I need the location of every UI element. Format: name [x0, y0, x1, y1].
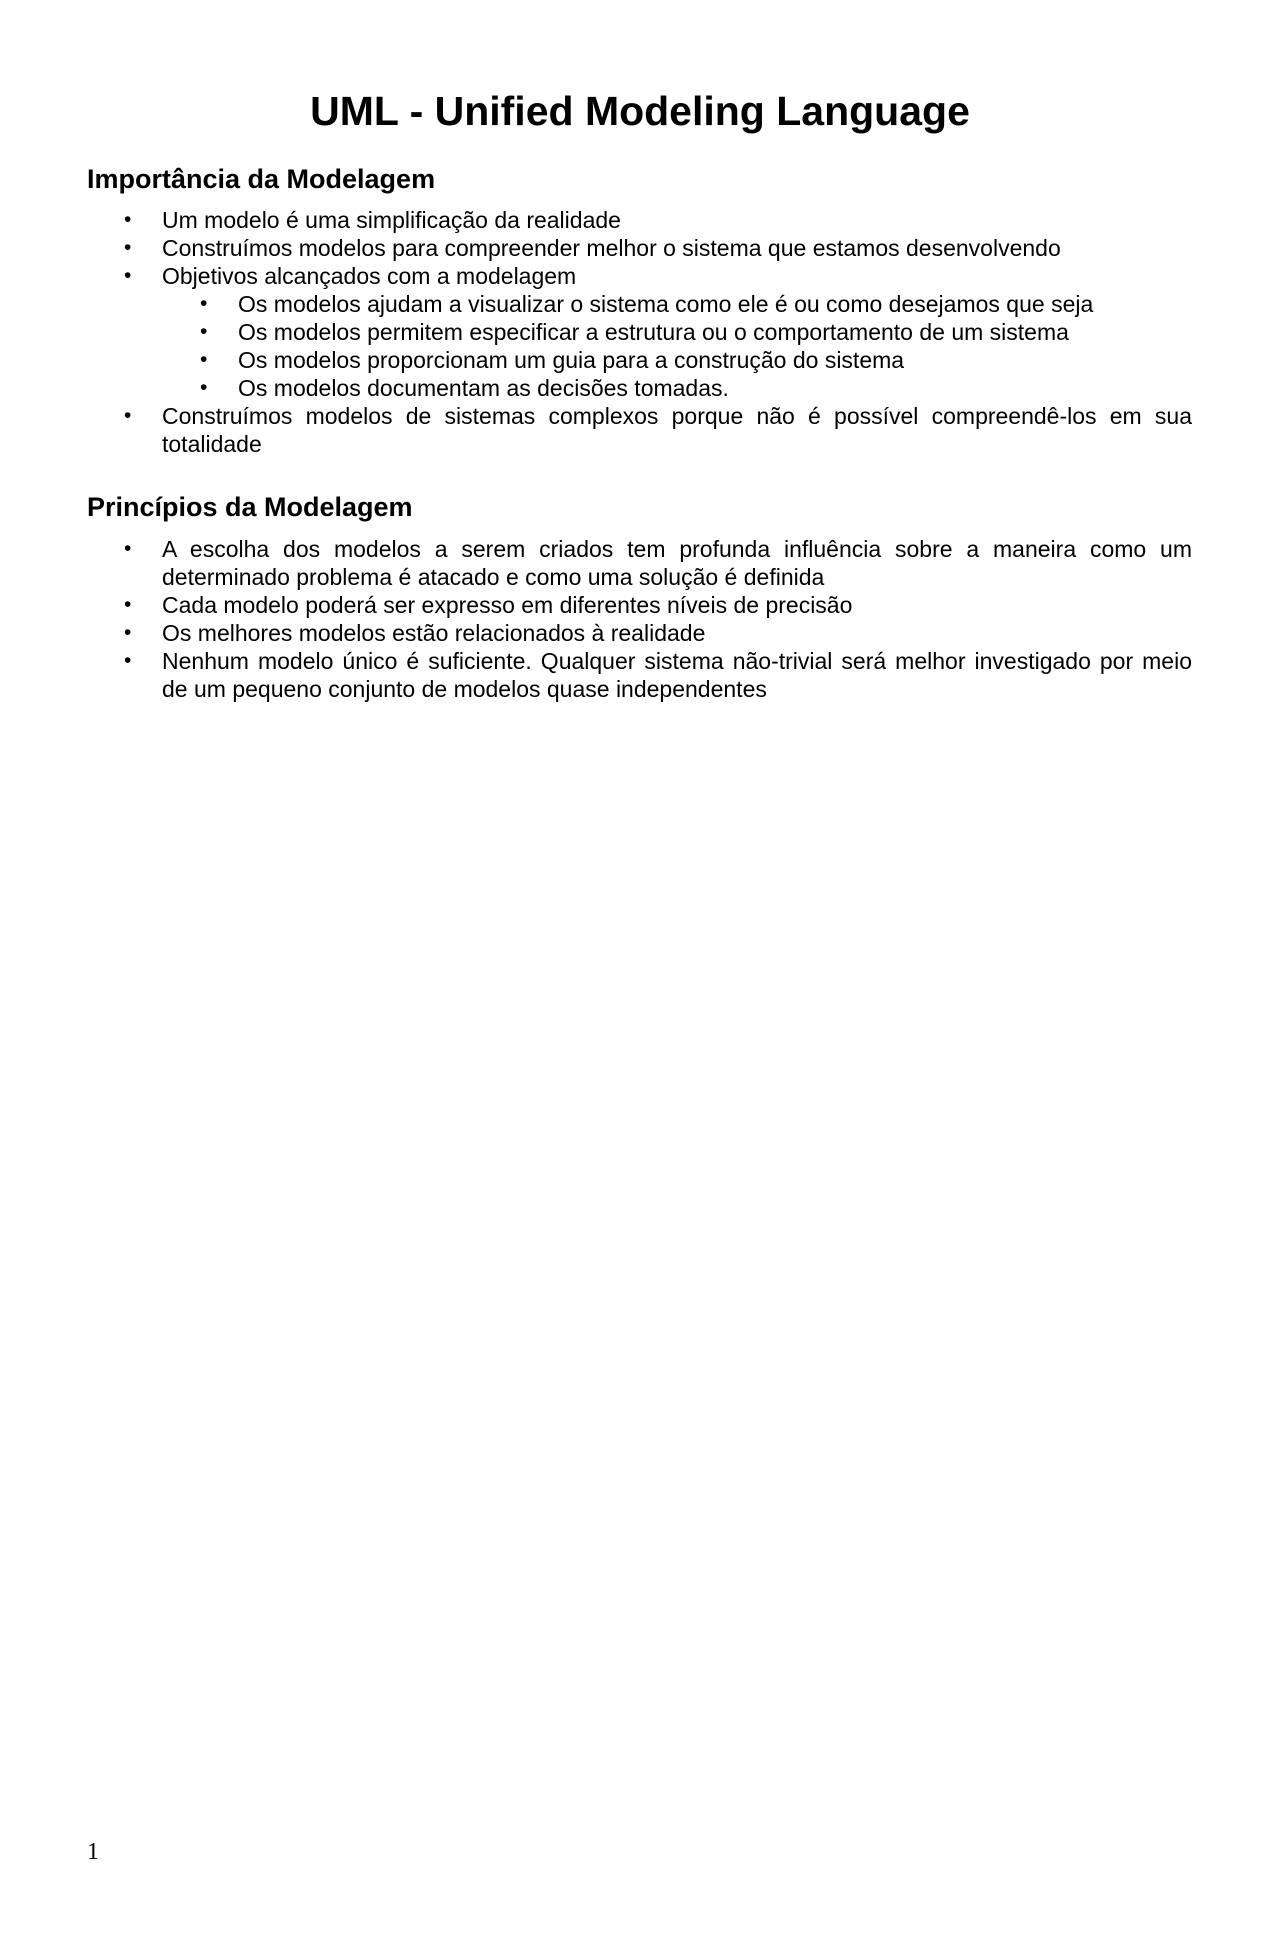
list-item-text: Construímos modelos para compreender melhor o sistema que estamos desenvolvendo — [162, 235, 1061, 261]
list-item-text: A escolha dos modelos a serem criados tem profunda influência sobre a maneira como um determinado problema é atacado e como uma solução é definida — [162, 536, 1192, 590]
list-item-text: Nenhum modelo único é suficiente. Qualquer sistema não-trivial será melhor investigado por meio de um pequeno conjunto de modelos quase independentes — [162, 648, 1192, 702]
bullet-icon: • — [124, 621, 132, 644]
list-item — [0, 535, 1192, 591]
list-item-text: Os modelos proporcionam um guia para a construção do sistema — [238, 347, 905, 373]
list-item — [0, 206, 1192, 234]
bullet-icon: • — [124, 208, 132, 231]
list-item-text: Os modelos documentam as decisões tomadas. — [238, 375, 729, 401]
document-title: UML - Unified Modeling Language — [310, 88, 970, 134]
bullet-icon: • — [200, 348, 208, 371]
bullet-list-importancia — [0, 206, 1192, 458]
bullet-icon: • — [200, 376, 208, 399]
bullet-icon: • — [124, 593, 132, 616]
list-item-text: Cada modelo poderá ser expresso em diferentes níveis de precisão — [162, 592, 853, 618]
section-heading-importancia: Importância da Modelagem — [87, 164, 436, 194]
list-item-text: Os modelos permitem especificar a estrutura ou o comportamento de um sistema — [238, 319, 1069, 345]
list-item-text: Objetivos alcançados com a modelagem — [162, 263, 577, 289]
page-number: 1 — [87, 1839, 99, 1865]
sub-list-item — [0, 346, 1192, 374]
list-item-text: Um modelo é uma simplificação da realidade — [162, 207, 621, 233]
sub-list-item — [0, 290, 1192, 318]
sub-list-item — [0, 318, 1192, 346]
bullet-icon: • — [124, 649, 132, 672]
bullet-icon: • — [124, 537, 132, 560]
bullet-icon: • — [200, 320, 208, 343]
list-item — [0, 647, 1192, 703]
bullet-list-principios — [0, 535, 1192, 703]
bullet-icon: • — [200, 292, 208, 315]
list-item-text: Construímos modelos de sistemas complexos porque não é possível compreendê-los em sua totalidade — [162, 403, 1192, 457]
list-item-text: Os melhores modelos estão relacionados à realidade — [162, 620, 706, 646]
bullet-icon: • — [124, 236, 132, 259]
list-item — [0, 234, 1192, 262]
list-item — [0, 262, 1192, 290]
list-item — [0, 619, 1192, 647]
list-item-text: Os modelos ajudam a visualizar o sistema como ele é ou como desejamos que seja — [238, 291, 1094, 317]
list-item — [0, 402, 1192, 458]
bullet-icon: • — [124, 404, 132, 427]
section-heading-principios: Princípios da Modelagem — [87, 492, 413, 522]
sub-list-item — [0, 374, 1192, 402]
bullet-icon: • — [124, 264, 132, 287]
list-item — [0, 591, 1192, 619]
